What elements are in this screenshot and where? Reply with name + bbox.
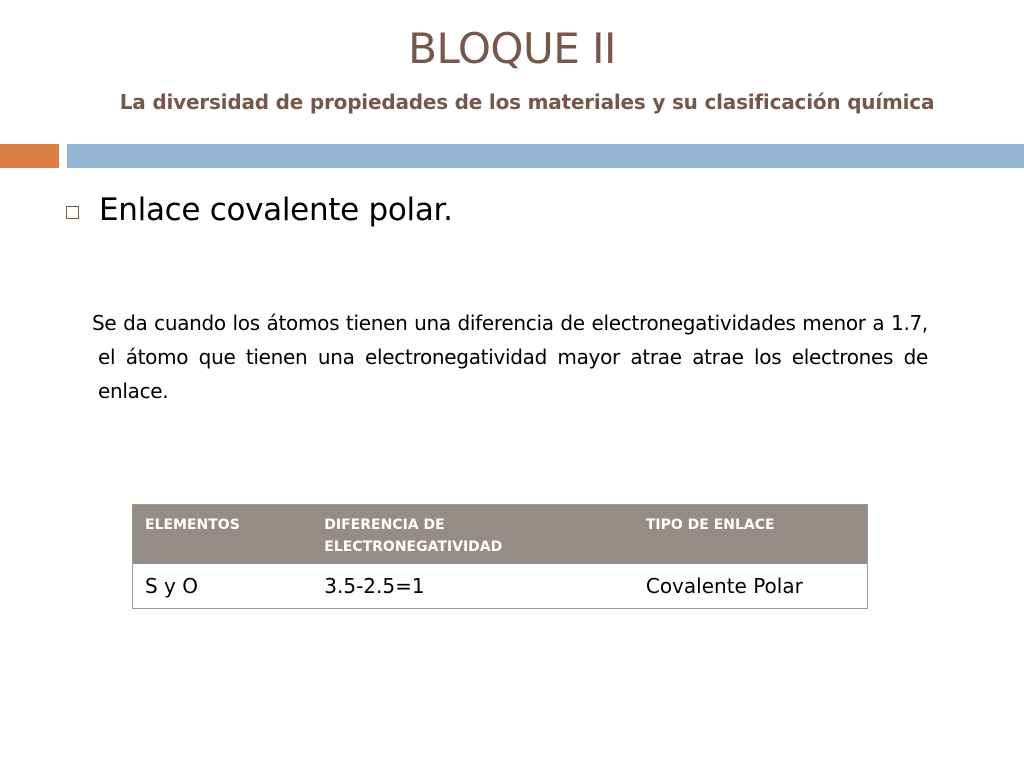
accent-bar-orange xyxy=(0,144,59,168)
table-row xyxy=(133,564,868,608)
cell-elementos: S y O xyxy=(133,564,313,608)
table-header-row xyxy=(133,505,868,565)
header-tipo-enlace: TIPO DE ENLACE xyxy=(634,505,868,565)
cell-diferencia: 3.5-2.5=1 xyxy=(312,564,634,608)
bullet-heading: Enlace covalente polar. xyxy=(99,192,453,228)
slide-title: BLOQUE II xyxy=(408,24,616,73)
square-bullet-icon xyxy=(66,206,79,219)
bullet-item xyxy=(66,192,453,228)
accent-bar-blue xyxy=(67,144,1024,168)
cell-tipo-enlace: Covalente Polar xyxy=(634,564,868,608)
body-paragraph: Se da cuando los átomos tienen una diferencia de electronegatividades menor a 1.7, el átomo que tienen una electronegatividad mayor atrae atrae los electrones de enlace. xyxy=(92,311,928,403)
header-diferencia: DIFERENCIA DE ELECTRONEGATIVIDAD xyxy=(312,505,634,565)
header-elementos: ELEMENTOS xyxy=(133,505,313,565)
bond-table xyxy=(132,504,868,609)
slide-subtitle: La diversidad de propiedades de los materiales y su clasificación química xyxy=(119,90,935,114)
